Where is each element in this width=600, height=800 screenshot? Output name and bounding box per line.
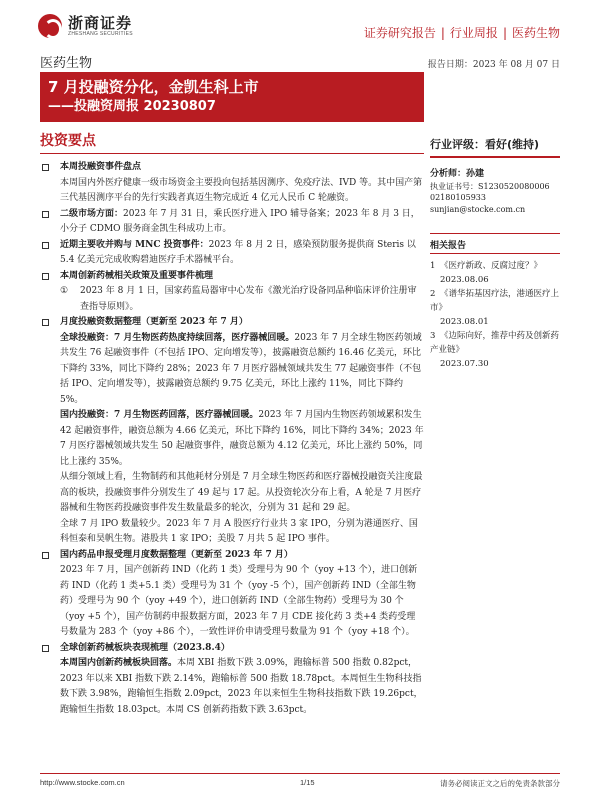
key-point-text: 2023 年 8 月 2 日，感染预防服务提供商 Steris 以 5.4 亿美元完成收购碧迪医疗手术器械平台。 <box>60 239 416 265</box>
analyst-info <box>430 168 560 215</box>
page-footer <box>40 773 560 789</box>
key-point-text: 本周国内外医疗健康一级市场资金主要投向包括基因测序、免疫疗法、IVD 等。其中国产第三代基因测序平台的先行实践者真迈生物完成近 4 亿元人民币 C 轮融资。 <box>60 177 423 203</box>
key-point-heading: 本周创新药械相关政策及重要事件梳理 <box>60 270 214 281</box>
key-point-text: 2023 年 7 月 31 日，乘氏医疗进入 IPO 辅导备案；2023 年 8 月 3 日，小分子 CDMO 服务商金凯生科成功上市。 <box>60 208 420 234</box>
analyst-email[interactable]: sunjian@stocke.com.cn <box>430 204 526 214</box>
report-date-label: 报告日期： <box>427 60 473 70</box>
analyst-phone: 02180105933 <box>430 193 486 202</box>
related-report-item[interactable] <box>430 329 560 371</box>
key-point-item <box>40 548 424 641</box>
square-bullet-icon <box>42 319 49 326</box>
policy-item <box>40 284 424 315</box>
key-point-item <box>40 238 424 269</box>
ipo-text: 全球 7 月 IPO 数量较少。2023 年 7 月 A 股医疗行业共 3 家 IPO，分别为港通医疗、国科恒泰和昊帆生物。港股共 1 家 IPO；美股 7 月共 5 起 IPO 事件。 <box>60 518 418 544</box>
crumb-weekly: 行业周报 <box>449 26 498 40</box>
related-report-number: 1 <box>430 261 436 271</box>
related-report-title: 《医疗新政、反腐过度？》 <box>440 261 543 271</box>
analyst-license: 执业证书号：S1230520080006 <box>430 181 550 191</box>
drug-text: 2023 年 7 月，国产创新药 IND（化药 1 类）受理号为 90 个（yoy +13 个），进口创新药 IND（化药 1 类+5.1 类）受理号为 31 个（yoy -5 个），国产创新药 IND（全部生物药）受理号为 90 个（yoy +49 个），进口创新药 IND（全部生物药）受理号为 30 个（yoy +5 个），国产仿制药申报数据方面，2023 年 7 月 CDE 接化药 3 类+4 类药受理号数量为 283 个（yoy +86 个），一致性评价申请受理号数量为 91 个（yoy +18 个）。 <box>60 565 418 637</box>
related-reports-list <box>430 259 560 371</box>
board-text: 本周 XBI 指数下跌 3.09%，跑输标普 500 指数 0.82pct，2023 年以来 XBI 指数下跌 2.14%，跑输标普 500 指数 18.78pct。本周恒生生物科技指数下跌 3.98%，跑输恒生指数 2.09pct，2023 年以来恒生生物科技指数下跌 19.26pct，跑输恒生指数 18.03pct。本周 CS 创新药指数下跌 3.63pct。 <box>60 658 423 715</box>
key-point-heading: 近期主要收并购与 MNC 投资事件： <box>60 239 209 250</box>
sidebar <box>430 130 560 371</box>
key-point-heading: 月度投融资数据整理（更新至 2023 年 7 月） <box>60 317 248 327</box>
related-report-number: 2 <box>430 289 436 299</box>
analyst-label: 分析师： <box>430 169 467 179</box>
disclaimer: 请务必阅读正文之后的免责条款部分 <box>440 779 560 788</box>
key-point-item <box>40 315 424 548</box>
key-point-item <box>40 207 424 238</box>
key-point-heading: 国内药品申报受理月度数据整理（更新至 2023 年 7 月） <box>60 549 293 560</box>
crumb-industry: 医药生物 <box>511 26 560 40</box>
crumb-report-type: 证券研究报告 <box>363 26 436 40</box>
square-bullet-icon <box>42 645 49 652</box>
key-point-item <box>40 160 424 207</box>
global-text: 2023 年 7 月全球生物医药领域共发生 76 起融资事件（不包括 IPO、定向增发等），披露融资总额约 16.46 亿美元，环比下降约 33%，同比下降约 28%；2023 年 7 月医疗器械领域共发生 77 起融资事件（不包括 IPO、定向增发等），披露融资总额约 9.75 亿美元，环比上涨约 11%，同比下降约 5%。 <box>60 332 422 405</box>
logo-english-name: ZHESHANG SECURITIES <box>68 30 133 37</box>
board-lead: 本周国内创新药械板块回落。 <box>60 658 178 668</box>
rating-value: 看好(维持) <box>485 138 540 151</box>
rating-label: 行业评级： <box>430 138 485 151</box>
analyst-name: 孙建 <box>466 169 485 179</box>
report-subtitle: ——投融资周报 20230807 <box>48 99 216 114</box>
square-bullet-icon <box>42 273 49 280</box>
related-report-item[interactable] <box>430 259 560 287</box>
related-report-item[interactable] <box>430 287 560 329</box>
breadcrumb: 证券研究报告 | 行业周报 | 医药生物 <box>363 26 560 40</box>
related-report-title: 《谱华拓基因疗法，港通医疗上市》 <box>430 289 560 313</box>
related-report-date: 2023.07.30 <box>440 359 489 369</box>
key-points-heading: 投资要点 <box>40 130 424 154</box>
page-number: 1/15 <box>300 778 315 787</box>
footer-url[interactable]: http://www.stocke.com.cn <box>40 778 125 787</box>
square-bullet-icon <box>42 211 49 218</box>
square-bullet-icon <box>42 164 49 171</box>
global-heading: 全球投融资：7 月生物医药热度持续回落，医疗器械回暖。 <box>60 332 295 343</box>
industry-rating <box>430 130 560 158</box>
key-point-item <box>40 269 424 285</box>
policy-number: ① <box>60 286 69 296</box>
main-content <box>40 130 424 718</box>
report-date-value: 2023 年 08 月 07 日 <box>472 60 560 70</box>
related-report-date: 2023.08.01 <box>440 317 489 327</box>
related-report-date: 2023.08.06 <box>440 275 489 285</box>
industry-tag: 医药生物 <box>40 56 93 71</box>
report-date <box>428 57 560 70</box>
report-title: 7 月投融资分化，金凯生科上市 <box>48 78 259 96</box>
company-logo <box>38 14 133 38</box>
title-banner <box>40 72 424 122</box>
square-bullet-icon <box>42 242 49 249</box>
related-report-number: 3 <box>430 331 436 341</box>
policy-text: 2023 年 8 月 1 日，国家药监局器审中心发布《激光治疗设备同品种临床评价注册审查指导原则》。 <box>80 286 417 312</box>
related-reports-heading: 相关报告 <box>430 233 560 254</box>
segment-text: 从细分领域上看，生物制药和其他耗材分别是 7 月全球生物医药和医疗器械投融资关注度最高的板块，投融资事件分别发生了 49 起与 17 起。从投资轮次分布上看，A 轮是 7 月医疗器械和生物医药投融资事件发生数量最多的轮次，分别为 31 起和 29 起。 <box>60 472 423 513</box>
key-point-heading: 全球创新药械板块表现梳理（2023.8.4） <box>60 642 230 653</box>
logo-name: 浙商证券 <box>68 13 133 32</box>
key-point-heading: 二级市场方面： <box>60 208 124 219</box>
square-bullet-icon <box>42 552 49 559</box>
key-point-item <box>40 641 424 719</box>
logo-icon <box>38 14 62 38</box>
domestic-heading: 国内投融资：7 月生物医药回落，医疗器械回暖。 <box>60 410 259 420</box>
key-point-heading: 本周投融资事件盘点 <box>60 162 142 172</box>
related-report-title: 《边际向好，推荐中药及创新药产业链》 <box>430 331 560 355</box>
domestic-text: 2023 年 7 月国内生物医药领域累积发生 42 起融资事件，融资总额为 4.66 亿美元，环比下降约 16%，同比下降约 34%；2023 年 7 月医疗器械领域共发生 50 起融资事件，融资总额为 4.12 亿美元，环比上涨约 50%，同比上涨约 35%。 <box>60 410 424 467</box>
